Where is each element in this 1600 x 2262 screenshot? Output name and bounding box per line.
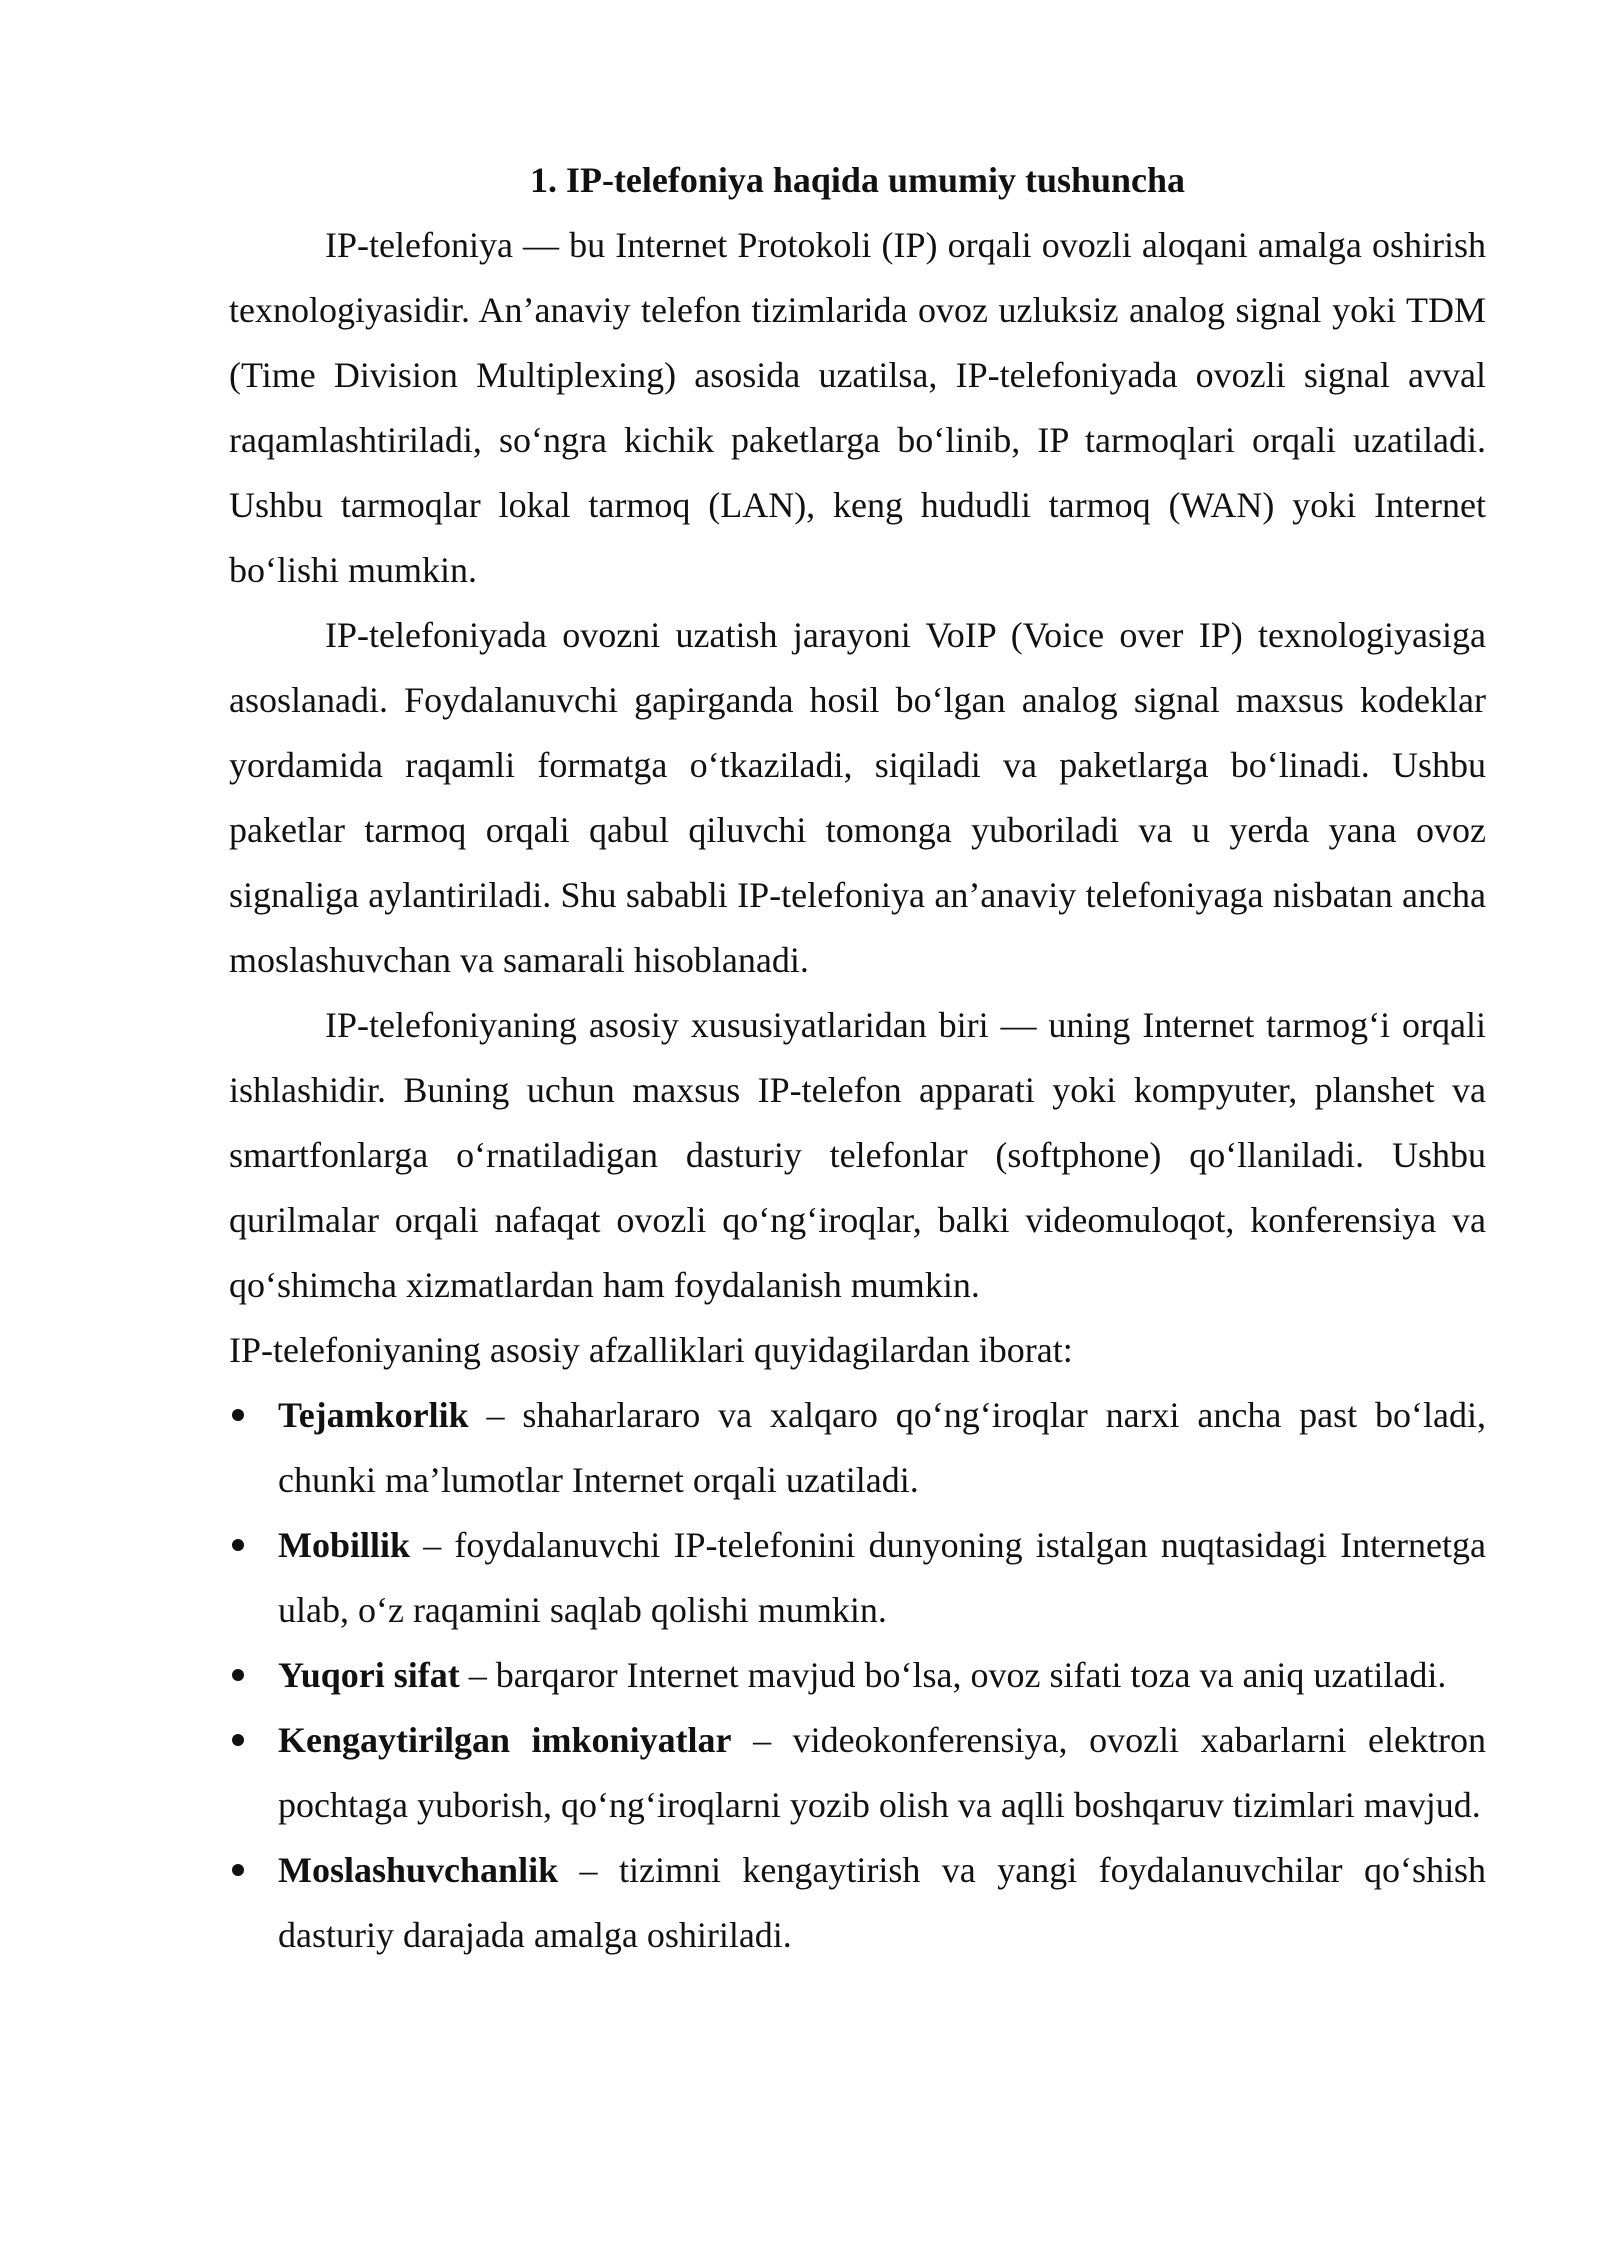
section-title: 1. IP-telefoniya haqida umumiy tushuncha [529,160,1186,200]
advantage-text: – shaharlararo va xalqaro qoʻngʻiroqlar narxi ancha past boʻladi, chunki ma’lumotlar Internet orqali uzatiladi. [278,1395,1486,1500]
advantage-term: Moslashuvchanlik [278,1850,559,1890]
bullet-icon [232,1734,244,1746]
advantage-text: – foydalanuvchi IP-telefonini dunyoning istalgan nuqtasidagi Internetga ulab, oʻz raqamini saqlab qolishi mumkin. [278,1525,1486,1630]
advantage-term: Mobillik [278,1525,411,1565]
document-page [229,148,1486,1968]
paragraph-features: IP-telefoniyaning asosiy xususiyatlaridan biri — uning Internet tarmogʻi orqali ishlashidir. Buning uchun maxsus IP-telefon apparati yoki kompyuter, planshet va smartfonlarga oʻrnatiladigan dasturiy telefonlar (softphone) qoʻllaniladi. Ushbu qurilmalar orqali nafaqat ovozli qoʻngʻiroqlar, balki videomuloqot, konferensiya va qoʻshimcha xizmatlardan ham foydalanish mumkin. [229,1005,1486,1305]
bullet-icon [232,1669,244,1681]
list-item [229,1643,1486,1708]
advantage-text: – barqaror Internet mavjud boʻlsa, ovoz sifati toza va aniq uzatiladi. [459,1655,1447,1695]
bullet-icon [232,1409,244,1421]
advantage-term: Kengaytirilgan imkoniyatlar [278,1720,732,1760]
advantage-text: – tizimni kengaytirish va yangi foydalanuvchilar qoʻshish dasturiy darajada amalga oshiriladi. [278,1850,1486,1955]
list-item [229,1838,1486,1968]
list-item [229,1383,1486,1513]
advantage-term: Tejamkorlik [278,1395,469,1435]
advantages-list [229,1383,1486,1968]
bullet-icon [232,1539,244,1551]
list-intro: IP-telefoniyaning asosiy afzalliklari quyidagilardan iborat: [229,1330,1073,1370]
advantage-text: – videokonferensiya, ovozli xabarlarni elektron pochtaga yuborish, qoʻngʻiroqlarni yozib olish va aqlli boshqaruv tizimlari mavjud. [278,1720,1486,1825]
advantage-term: Yuqori sifat [278,1655,460,1695]
list-item [229,1513,1486,1643]
paragraph-definition: IP-telefoniya — bu Internet Protokoli (IP) orqali ovozli aloqani amalga oshirish texnologiyasidir. An’anaviy telefon tizimlarida ovoz uzluksiz analog signal yoki TDM (Time Division Multiplexing) asosida uzatilsa, IP-telefoniyada ovozli signal avval raqamlashtiriladi, soʻngra kichik paketlarga boʻlinib, IP tarmoqlari orqali uzatiladi. Ushbu tarmoqlar lokal tarmoq (LAN), keng hududli tarmoq (WAN) yoki Internet boʻlishi mumkin. [229,225,1486,590]
list-item [229,1708,1486,1838]
bullet-icon [232,1864,244,1876]
paragraph-voip: IP-telefoniyada ovozni uzatish jarayoni VoIP (Voice over IP) texnologiyasiga asoslanadi. Foydalanuvchi gapirganda hosil boʻlgan analog signal maxsus kodeklar yordamida raqamli formatga oʻtkaziladi, siqiladi va paketlarga boʻlinadi. Ushbu paketlar tarmoq orqali qabul qiluvchi tomonga yuboriladi va u yerda yana ovoz signaliga aylantiriladi. Shu sababli IP-telefoniya an’anaviy telefoniyaga nisbatan ancha moslashuvchan va samarali hisoblanadi. [229,615,1486,980]
